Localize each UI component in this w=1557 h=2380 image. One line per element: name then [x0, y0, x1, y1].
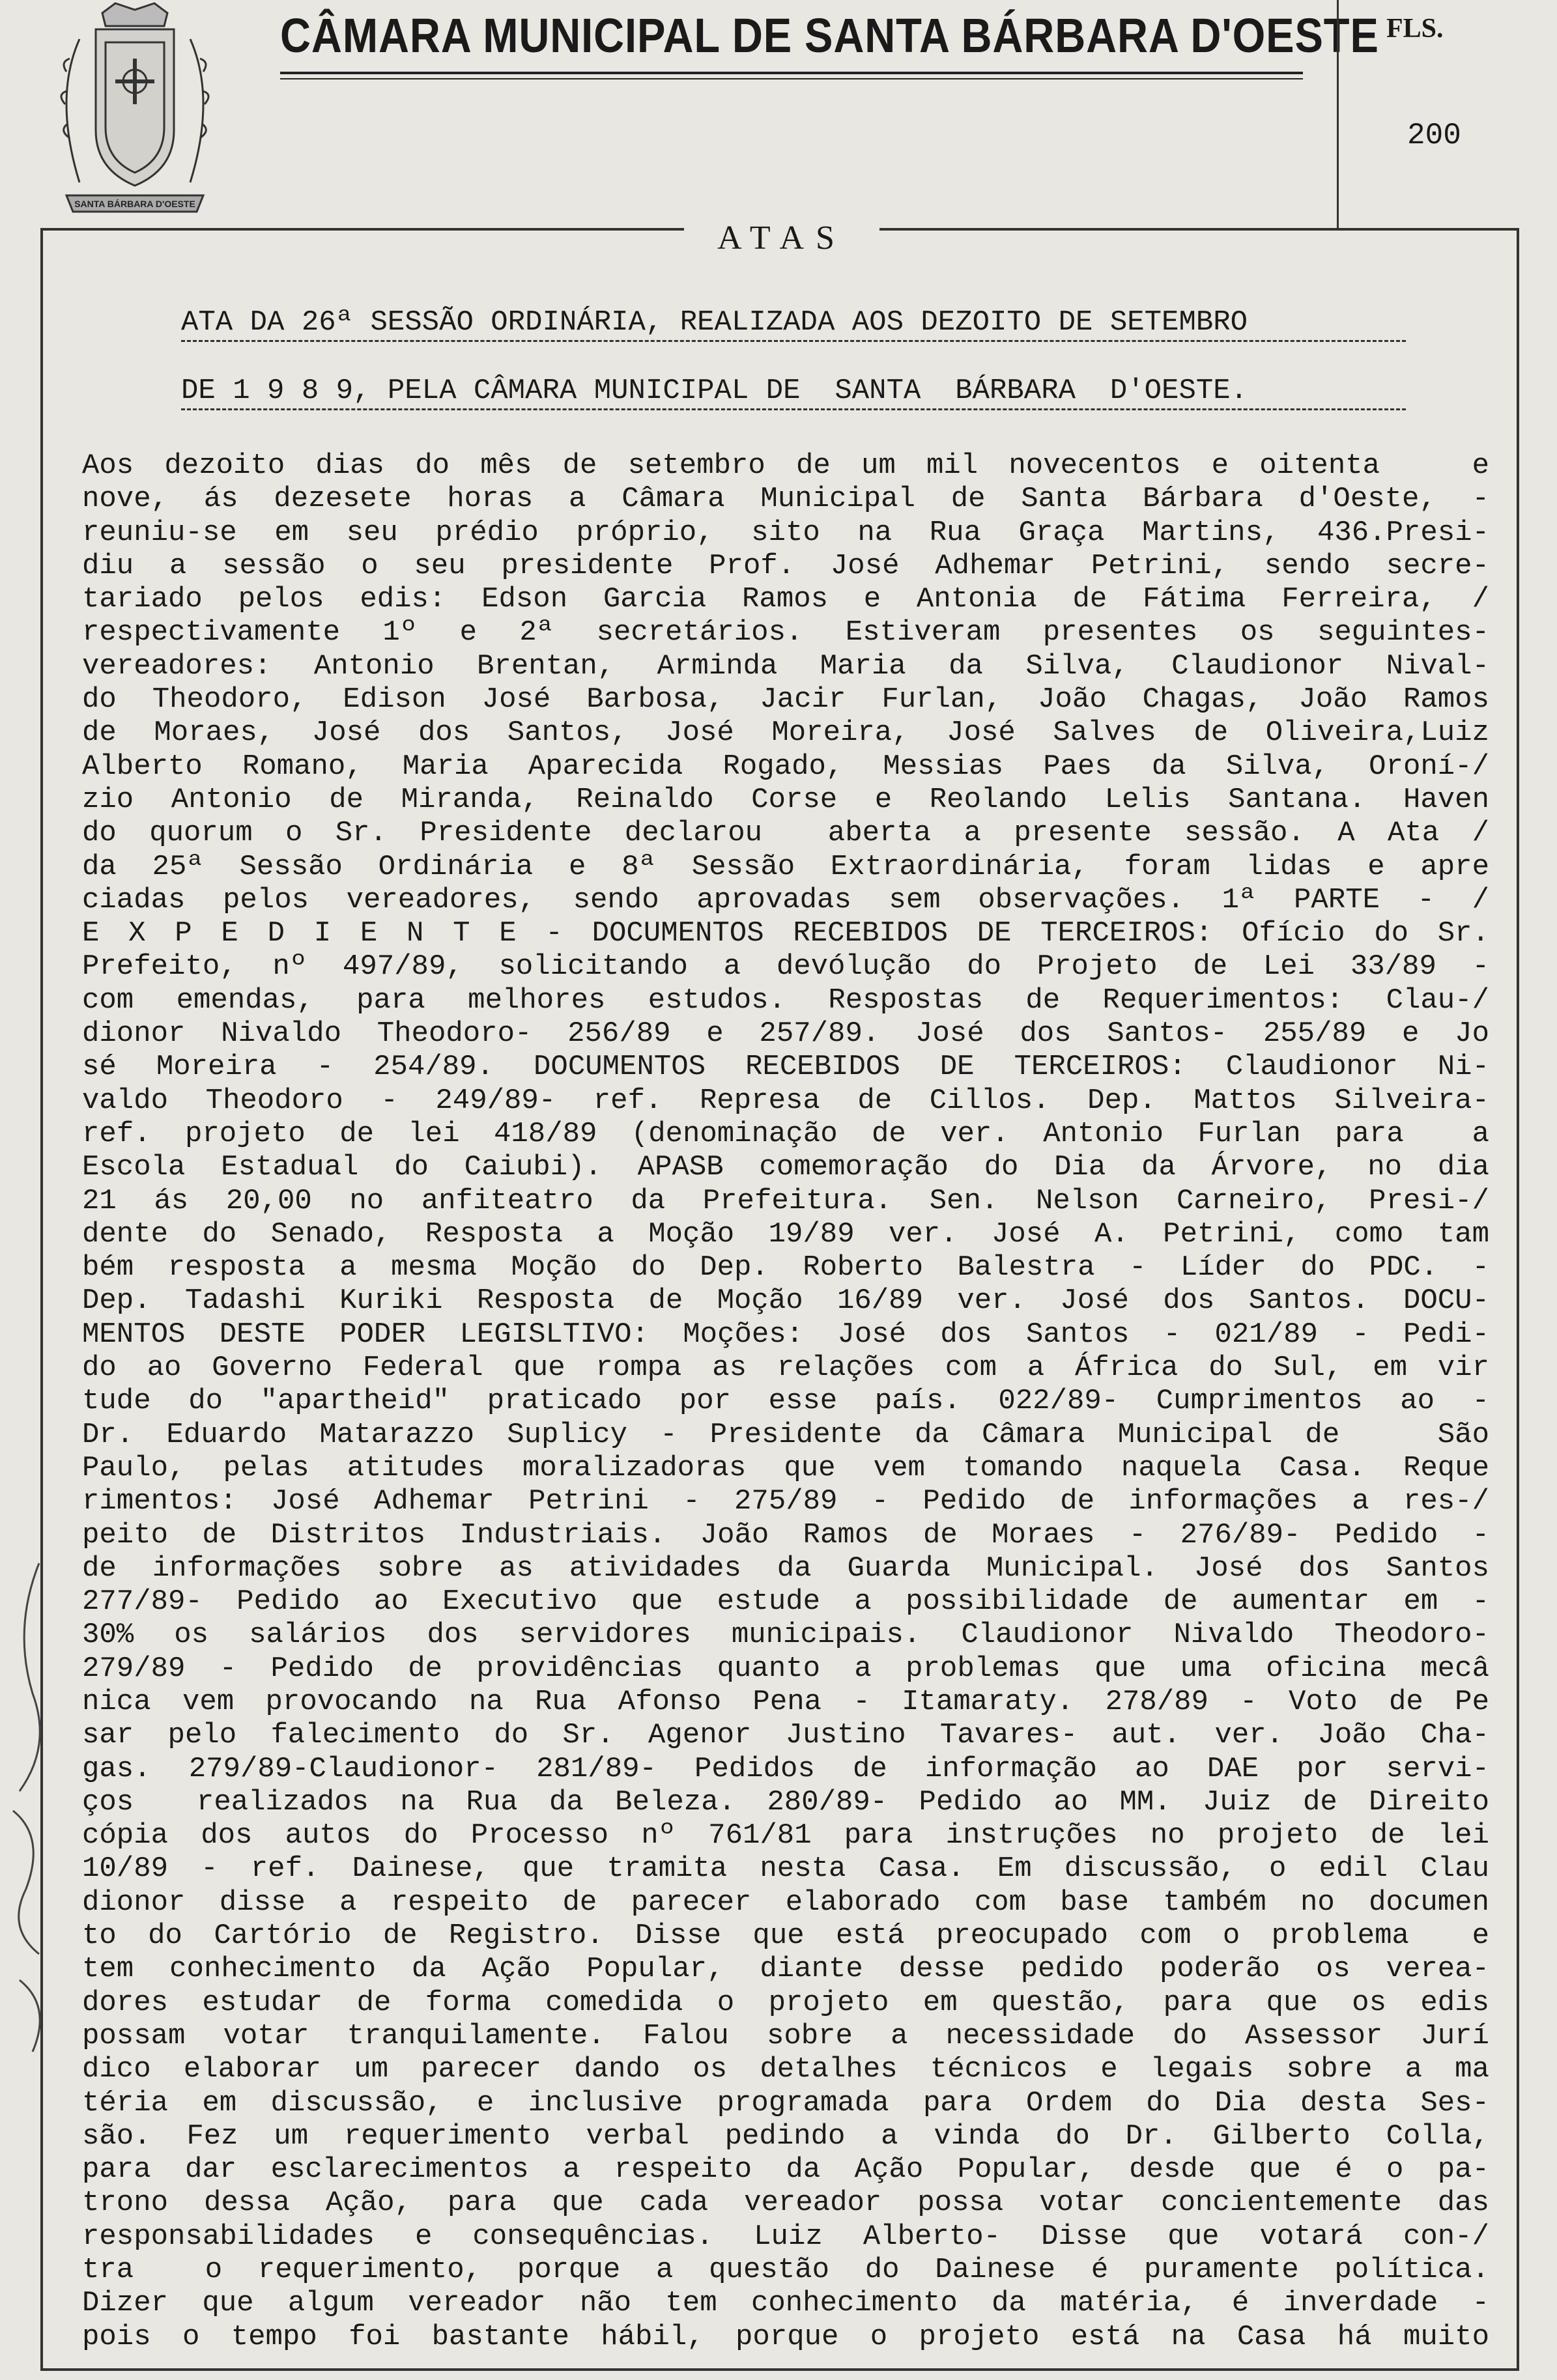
- body-line: dico elaborar um parecer dando os detalhes técnicos e legais sobre a ma: [82, 2053, 1489, 2086]
- body-line: do ao Governo Federal que rompa as relações com a África do Sul, em vir: [82, 1352, 1489, 1385]
- body-line: 10/89 - ref. Dainese, que tramita nesta Casa. Em discussão, o edil Clau: [82, 1852, 1489, 1886]
- body-line: trono dessa Ação, para que cada vereador possa votar concientemente das: [82, 2187, 1489, 2220]
- body-line: bém resposta a mesma Moção do Dep. Roberto Balestra - Líder do PDC. -: [82, 1251, 1489, 1284]
- body-line: ços realizados na Rua da Beleza. 280/89- Pedido ao MM. Juiz de Direito: [82, 1785, 1489, 1819]
- body-line: cópia dos autos do Processo nº 761/81 para instruções no projeto de lei: [82, 1819, 1489, 1852]
- municipal-crest-icon: [40, 0, 229, 225]
- body-line: Dr. Eduardo Matarazzo Suplicy - Presidente da Câmara Municipal de São: [82, 1418, 1489, 1451]
- body-line: de Moraes, José dos Santos, José Moreira, José Salves de Oliveira,Luiz: [82, 716, 1489, 750]
- folio-column-divider: [1337, 0, 1339, 229]
- body-line: MENTOS DESTE PODER LEGISLTIVO: Moções: José dos Santos - 021/89 - Pedi-: [82, 1318, 1489, 1351]
- body-line: reuniu-se em seu prédio próprio, sito na Rua Graça Martins, 436.Presi-: [82, 516, 1489, 549]
- body-line: nove, ás dezesete horas a Câmara Municipal de Santa Bárbara d'Oeste, -: [82, 483, 1489, 516]
- body-line: 21 ás 20,00 no anfiteatro da Prefeitura. Sen. Nelson Carneiro, Presi-/: [82, 1184, 1489, 1217]
- body-line: possam votar tranquilamente. Falou sobre a necessidade do Assessor Jurí: [82, 2019, 1489, 2052]
- body-line: Paulo, pelas atitudes moralizadoras que vem tomando naquela Casa. Reque: [82, 1451, 1489, 1484]
- minutes-heading-line-2: DE 1 9 8 9, PELA CÂMARA MUNICIPAL DE SANTA BÁRBARA D'OESTE.: [181, 375, 1406, 410]
- body-line: ref. projeto de lei 418/89 (denominação de ver. Antonio Furlan para a: [82, 1117, 1489, 1150]
- body-line: valdo Theodoro - 249/89- ref. Represa de Cillos. Dep. Mattos Silveira-: [82, 1084, 1489, 1117]
- body-line: 279/89 - Pedido de providências quanto a problemas que uma oficina mecâ: [82, 1652, 1489, 1685]
- section-title: ATAS: [717, 220, 846, 257]
- page-number: 200: [1407, 119, 1461, 152]
- svg-text:SANTA BÁRBARA D'OESTE: SANTA BÁRBARA D'OESTE: [74, 199, 195, 209]
- title-rule: [280, 72, 1303, 74]
- body-line: tra o requerimento, porque a questão do Dainese é puramente política.: [82, 2254, 1489, 2287]
- body-line: diu a sessão o seu presidente Prof. José Adhemar Petrini, sendo secre-: [82, 549, 1489, 582]
- body-line: do Theodoro, Edison José Barbosa, Jacir Furlan, João Chagas, João Ramos: [82, 683, 1489, 716]
- body-line: tem conhecimento da Ação Popular, diante desse pedido poderão os verea-: [82, 1953, 1489, 1986]
- body-line: to do Cartório de Registro. Disse que está preocupado com o problema e: [82, 1920, 1489, 1953]
- body-line: peito de Distritos Industriais. João Ramos de Moraes - 276/89- Pedido -: [82, 1518, 1489, 1551]
- body-line: zio Antonio de Miranda, Reinaldo Corse e Reolando Lelis Santana. Haven: [82, 783, 1489, 816]
- body-line: tude do "apartheid" praticado por esse país. 022/89- Cumprimentos ao -: [82, 1385, 1489, 1418]
- body-line: são. Fez um requerimento verbal pedindo a vinda do Dr. Gilberto Colla,: [82, 2119, 1489, 2153]
- body-line: dionor Nivaldo Theodoro- 256/89 e 257/89. José dos Santos- 255/89 e Jo: [82, 1017, 1489, 1051]
- body-line: com emendas, para melhores estudos. Respostas de Requerimentos: Clau-/: [82, 984, 1489, 1017]
- body-line: do quorum o Sr. Presidente declarou aberta a presente sessão. A Ata /: [82, 817, 1489, 850]
- body-line: dores estudar de forma comedida o projeto em questão, para que os edis: [82, 1986, 1489, 2019]
- body-line: gas. 279/89-Claudionor- 281/89- Pedidos de informação ao DAE por servi-: [82, 1752, 1489, 1785]
- body-line: responsabilidades e consequências. Luiz Alberto- Disse que votará con-/: [82, 2220, 1489, 2253]
- body-line: tariado pelos edis: Edson Garcia Ramos e Antonia de Fátima Ferreira, /: [82, 583, 1489, 616]
- body-line: téria em discussão, e inclusive programada para Ordem do Dia desta Ses-: [82, 2086, 1489, 2119]
- institution-title: CÂMARA MUNICIPAL DE SANTA BÁRBARA D'OESTE: [280, 8, 1379, 63]
- body-line: para dar esclarecimentos a respeito da Ação Popular, desde que é o pa-: [82, 2153, 1489, 2187]
- body-line: Escola Estadual do Caiubi). APASB comemoração do Dia da Árvore, no dia: [82, 1151, 1489, 1184]
- minutes-heading-line-1: ATA DA 26ª SESSÃO ORDINÁRIA, REALIZADA AOS DEZOITO DE SETEMBRO: [181, 306, 1406, 342]
- body-line: dionor disse a respeito de parecer elaborado com base também no documen: [82, 1886, 1489, 1919]
- body-line: E X P E D I E N T E - DOCUMENTOS RECEBIDOS DE TERCEIROS: Ofício do Sr.: [82, 917, 1489, 950]
- folio-label: FLS.: [1386, 14, 1444, 44]
- title-rule-thin: [280, 78, 1303, 79]
- body-line: Dep. Tadashi Kuriki Resposta de Moção 16/89 ver. José dos Santos. DOCU-: [82, 1284, 1489, 1318]
- body-line: ciadas pelos vereadores, sendo aprovadas sem observações. 1ª PARTE - /: [82, 883, 1489, 916]
- body-line: da 25ª Sessão Ordinária e 8ª Sessão Extraordinária, foram lidas e apre: [82, 850, 1489, 883]
- body-line: respectivamente 1º e 2ª secretários. Estiveram presentes os seguintes-: [82, 616, 1489, 649]
- body-line: sé Moreira - 254/89. DOCUMENTOS RECEBIDOS DE TERCEIROS: Claudionor Ni-: [82, 1051, 1489, 1084]
- body-line: nica vem provocando na Rua Afonso Pena - Itamaraty. 278/89 - Voto de Pe: [82, 1685, 1489, 1718]
- body-line: rimentos: José Adhemar Petrini - 275/89 - Pedido de informações a res-/: [82, 1485, 1489, 1518]
- body-line: pois o tempo foi bastante hábil, porque o projeto está na Casa há muito: [82, 2320, 1489, 2353]
- body-line: sar pelo falecimento do Sr. Agenor Justino Tavares- aut. ver. João Cha-: [82, 1719, 1489, 1752]
- body-line: Dizer que algum vereador não tem conhecimento da matéria, é inverdade -: [82, 2287, 1489, 2320]
- body-line: 277/89- Pedido ao Executivo que estude a possibilidade de aumentar em -: [82, 1585, 1489, 1619]
- margin-signature-icon: [0, 1498, 85, 2084]
- body-line: Prefeito, nº 497/89, solicitando a devólução do Projeto de Lei 33/89 -: [82, 950, 1489, 984]
- body-line: Alberto Romano, Maria Aparecida Rogado, Messias Paes da Silva, Oroní-/: [82, 750, 1489, 783]
- body-line: vereadores: Antonio Brentan, Arminda Maria da Silva, Claudionor Nival-: [82, 649, 1489, 683]
- body-line: de informações sobre as atividades da Guarda Municipal. José dos Santos: [82, 1551, 1489, 1585]
- minutes-body: [82, 449, 1489, 2354]
- body-line: Aos dezoito dias do mês de setembro de um mil novecentos e oitenta e: [82, 449, 1489, 482]
- body-line: dente do Senado, Resposta a Moção 19/89 ver. José A. Petrini, como tam: [82, 1217, 1489, 1251]
- body-line: 30% os salários dos servidores municipais. Claudionor Nivaldo Theodoro-: [82, 1619, 1489, 1652]
